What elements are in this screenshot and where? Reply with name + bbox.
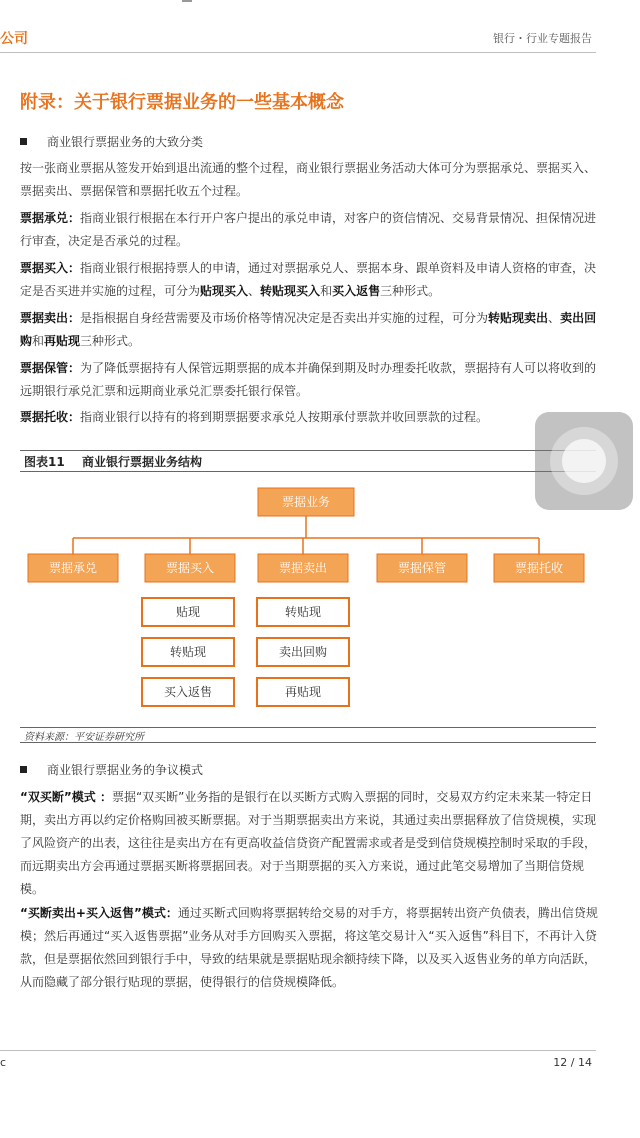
section1-intro: 按一张商业票据从签发开始到退出流通的整个过程，商业银行票据业务活动大体可分为票据承兑、票据买入、票据卖出、票据保管和票据托收五个过程。 [20, 161, 597, 198]
category-node-label: 票据卖出 [278, 561, 328, 575]
footer-left-mark: c [0, 1056, 7, 1069]
term-label: 票据买入： [20, 261, 81, 275]
section2-heading [20, 761, 203, 778]
bold-term: 转贴现卖出 [488, 311, 549, 325]
buy-child-node-label: 买入返售 [163, 685, 213, 699]
bold-term: 卖出回购 [20, 311, 597, 348]
term-label: 票据承兑： [20, 211, 81, 225]
appendix-title: 附录：关于银行票据业务的一些基本概念 [20, 92, 344, 113]
sell-child-node-label: 卖出回购 [278, 645, 328, 659]
header-company: 公司 [0, 31, 28, 47]
section1-heading-text: 商业银行票据业务的大致分类 [47, 135, 204, 149]
business-structure-diagram [20, 478, 596, 718]
root-node-label: 票据业务 [281, 495, 331, 509]
source-bottom-line [20, 742, 596, 743]
square-bullet-icon [20, 766, 27, 773]
figure-source: 资料来源：平安证券研究所 [24, 732, 144, 743]
assistive-dot-icon [562, 439, 606, 483]
page-number: 12 / 14 [553, 1056, 592, 1069]
item-buy: 票据买入：指商业银行根据持票人的申请，通过对票据承兑人、票据本身、跟单资料及申请人资格的审查，决定是否买进并实施的过程，可分为贴现买入、转贴现买入和买入返售三种形式。 [20, 261, 597, 298]
header-divider [0, 52, 596, 53]
header-report-title: 银行・行业专题报告 [493, 32, 592, 45]
sell-child-node-label: 再贴现 [284, 685, 322, 699]
item-buyout-resale: “买断卖出+买入返售”模式：通过买断式回购将票据转给交易的对手方，将票据转出资产负债表，腾出信贷规模；然后再通过“买入返售票据”业务从对手方回购买入票据，将这笔交易计入“买入返售”科目下，不再计入贷款，但是票据依然回到银行手中，导致的结果就是票据贴现余额持续下降，以及买入返售业务的单方向活跃，从而隐藏了部分银行贴现的票据，使得银行的信贷规模降低。 [20, 906, 598, 989]
term-label: 票据保管： [20, 361, 81, 375]
item-double-buyout: “双买断”模式 ：票据“双买断”业务指的是银行在以买断方式购入票据的同时，交易双方约定未来某一特定日期，卖出方再以约定价格购回被买断票据。对于当期票据卖出方来说，其通过卖出票据释放了信贷规模，实现了风险资产的出表，这往往是卖出方在有更高收益信贷资产配置需求或者是受到信贷规模控制时采取的手段，而远期卖出方会再通过票据买断将票据回表。对于当期票据的买入方来说，通过此笔交易增加了当期信贷规模。 [20, 790, 597, 896]
square-bullet-icon [20, 138, 27, 145]
bold-term: 买入返售 [332, 284, 381, 298]
figure-number: 图表11 [24, 455, 65, 469]
bold-term: 转贴现买入 [260, 284, 321, 298]
buy-child-node-label: 贴现 [175, 605, 201, 619]
buy-child-node-label: 转贴现 [169, 645, 207, 659]
term-label: 票据卖出： [20, 311, 81, 325]
category-node-label: 票据托收 [514, 561, 564, 575]
category-node-label: 票据保管 [397, 561, 447, 575]
item-sell: 票据卖出：是指根据自身经营需要及市场价格等情况决定是否卖出并实施的过程，可分为转贴现卖出、卖出回购和再贴现三种形式。 [20, 311, 597, 348]
item-acceptance: 票据承兑：指商业银行根据在本行开户客户提出的承兑申请，对客户的资信情况、交易背景情况、担保情况进行审查，决定是否承兑的过程。 [20, 211, 597, 248]
category-node-label: 票据买入 [165, 561, 215, 575]
term-label: “买断卖出+买入返售”模式： [20, 906, 178, 920]
figure-header [20, 450, 596, 472]
bold-term: 贴现买入 [200, 284, 249, 298]
item-custody: 票据保管：为了降低票据持有人保管远期票据的成本并确保到期及时办理委托收款，票据持有人可以将收到的远期银行承兑汇票和远期商业承兑汇票委托银行保管。 [20, 361, 597, 398]
section2-heading-text: 商业银行票据业务的争议模式 [47, 763, 204, 777]
category-node-label: 票据承兑 [48, 561, 98, 575]
section1-heading [20, 133, 203, 150]
term-label: “双买断”模式 ： [20, 790, 112, 804]
floating-assistive-button[interactable] [535, 412, 633, 510]
item-collection: 票据托收：指商业银行以持有的将到期票据要求承兑人按期承付票款并收回票款的过程。 [20, 410, 489, 424]
footer-divider [0, 1050, 596, 1051]
bold-term: 再贴现 [44, 334, 81, 348]
figure-title: 商业银行票据业务结构 [82, 455, 203, 469]
term-label: 票据托收： [20, 410, 81, 424]
sell-child-node-label: 转贴现 [284, 605, 322, 619]
top-edge-mark [182, 0, 192, 2]
